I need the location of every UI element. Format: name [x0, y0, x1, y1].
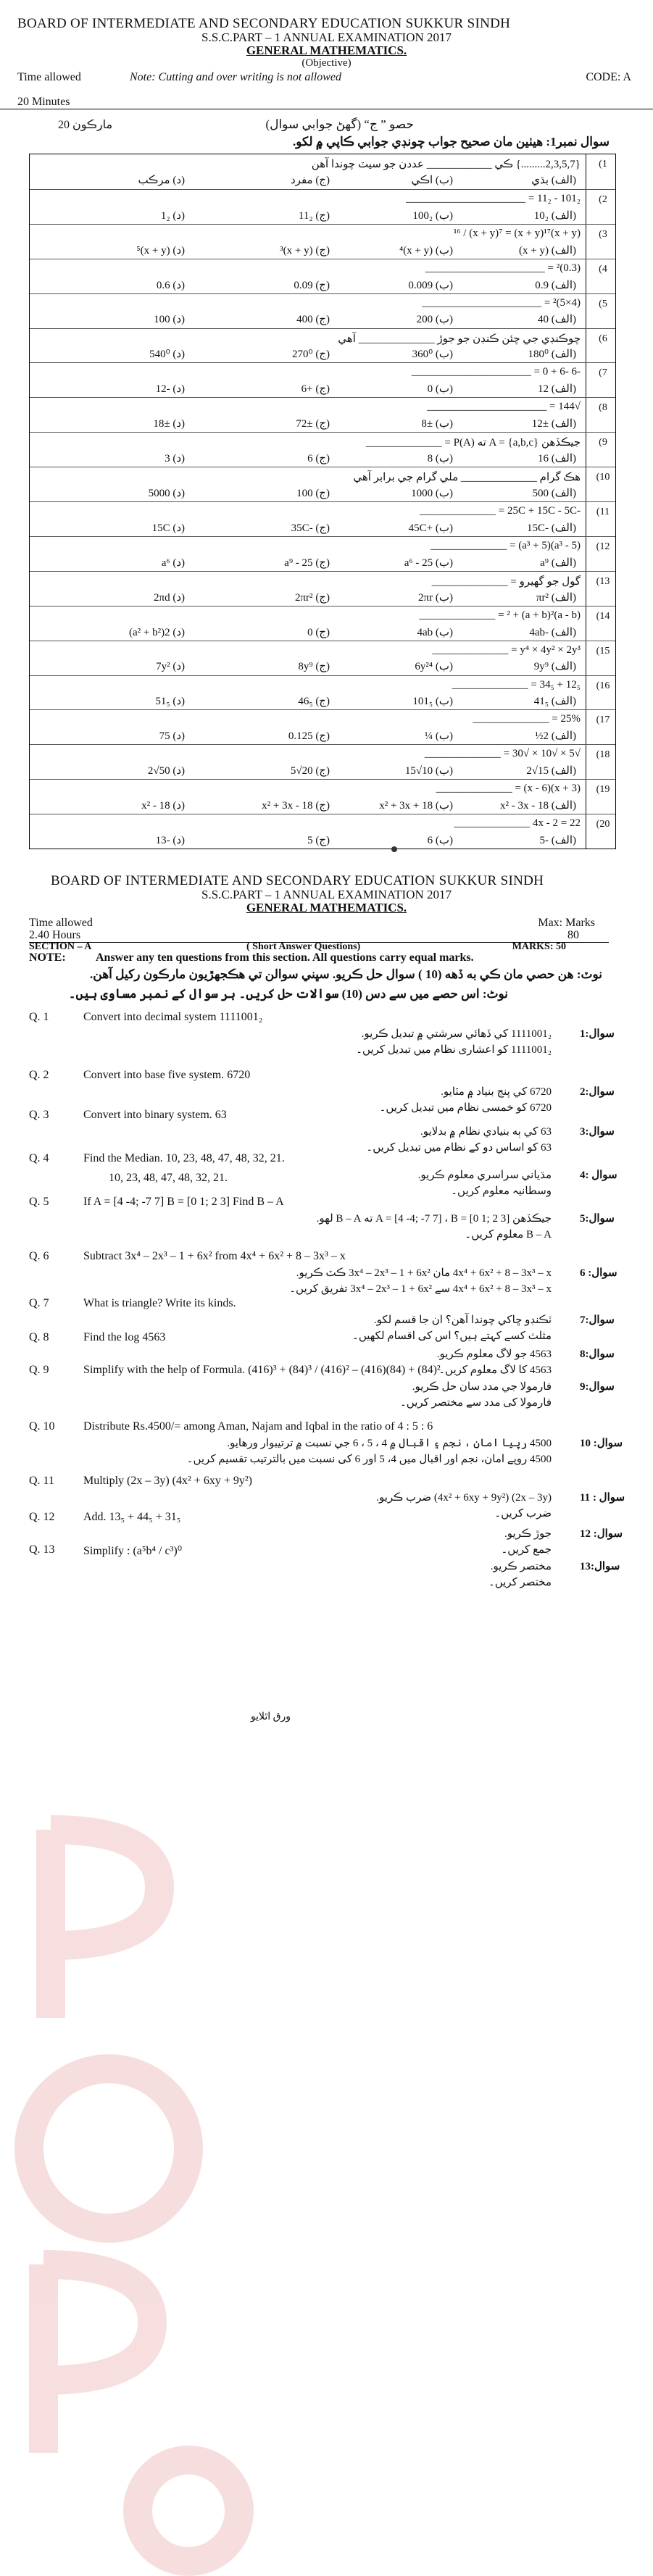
mcq-stem: 101₂ - 11₂ = ______________________: [406, 192, 581, 204]
question-label-sindhi: سوال: 10: [580, 1438, 623, 1449]
mcq-stem: 12₅ + 34₅ = ______________: [452, 678, 581, 691]
question-number: Q. 4: [29, 1152, 49, 1164]
exam-title: S.S.C.PART – 1 ANNUAL EXAMINATION 2017: [201, 30, 452, 44]
mcq-option[interactable]: (الف) 12: [537, 383, 576, 396]
page-dot: [391, 846, 397, 852]
question-label-sindhi: سوال :4: [580, 1170, 617, 1181]
mcq-option[interactable]: (الف) a⁹: [540, 557, 576, 569]
mcq-row: [30, 224, 615, 259]
mcq-number: (17: [596, 714, 610, 726]
instruction-text: سوال نمبر1: هيٺين مان صحيح جواب چونڊي جوابي ڪاپي ۾ لکو.: [293, 135, 610, 149]
question-label-sindhi: سوال:3: [580, 1126, 615, 1138]
mcq-row: [30, 362, 615, 398]
mcq-stem: (a - b)² + (a + b)² = ______________: [419, 609, 581, 621]
mcq-stem: -6 -6 + 0 = ______________________: [411, 366, 581, 378]
mcq-option[interactable]: (ج) 0: [307, 626, 330, 638]
subject-title-2: GENERAL MATHEMATICS.: [246, 901, 407, 914]
mcq-stem: 4x - 2 = 22 ______________: [454, 817, 581, 830]
mcq-option[interactable]: (ج) 11₂: [298, 209, 330, 222]
mcq-option[interactable]: (ج) 270⁰: [292, 349, 330, 361]
mcq-option[interactable]: (د) -12: [155, 383, 185, 396]
question-urdu: 4x⁴ + 6x² + 8 – 3x³ – x سے 3x⁴ – 2x³ – 1 + 6x² تفریق کریں۔: [289, 1283, 552, 1295]
mcq-option[interactable]: (ج) 46₅: [298, 696, 330, 708]
mcq-option[interactable]: (ب) 4ab: [417, 626, 453, 638]
question-text: 10, 23, 48, 47, 48, 32, 21.: [109, 1172, 228, 1184]
mcq-stem: {2,3,5,7.........} ڪي ____________ عددن جو سيٽ چوندا آهن: [311, 159, 581, 170]
question-urdu: وسطانیہ معلوم کریں۔: [451, 1185, 552, 1197]
question-text: If A = [4 -4; -7 7] B = [0 1; 2 3] Find B – A: [83, 1196, 284, 1208]
mcq-stem: (a³ - 5)(a³ + 5) = ______________: [431, 539, 581, 551]
mcq-option[interactable]: (الف) 41₅: [533, 696, 576, 708]
mcq-number: (1: [599, 159, 607, 170]
question-text: Distribute Rs.4500/= among Aman, Najam and Iqbal in the ratio of 4 : 5 : 6: [83, 1420, 433, 1433]
question-urdu: 6720 کو خمسی نظام میں تبدیل کریں۔: [379, 1102, 552, 1114]
mcq-option[interactable]: (ب) 100₂: [412, 209, 453, 222]
mcq-option[interactable]: (د) 100: [154, 314, 185, 326]
question-number: Q. 13: [29, 1543, 55, 1556]
mcq-number: (11: [596, 507, 610, 517]
mcq-number: (6: [599, 333, 607, 344]
question-sindhi: 6720 کي پنج بنياد ۾ مٽايو.: [441, 1086, 552, 1098]
board-title: BOARD OF INTERMEDIATE AND SECONDARY EDUCATION SUKKUR SINDH: [17, 16, 511, 31]
question-urdu: 4500 روپے امان، نجم اور اقبال میں 4، 5 اور 6 کی نسبت میں بالترتیب تقسیم کریں۔: [186, 1454, 552, 1465]
question-sindhi: 1111001₂ کي ڏهائي سرشتي ۾ تبديل ڪريو.: [361, 1028, 552, 1040]
question-text: Add. 13₅ + 44₅ + 31₅: [83, 1511, 181, 1523]
mcq-number: (12: [596, 541, 610, 552]
mcq-number: (5: [599, 298, 607, 309]
mcq-number: (10: [596, 472, 610, 483]
mcq-option[interactable]: (ب) (x + y)⁴: [399, 244, 453, 257]
mcq-number: (8: [599, 402, 607, 414]
mcq-row: [30, 744, 615, 780]
question-urdu: ضرب کریں۔: [494, 1508, 552, 1520]
question-text: Multiply (2x – 3y) (4x² + 6xy + 9y²): [83, 1475, 252, 1487]
question-sindhi: جوڙ ڪريو.: [504, 1528, 552, 1540]
mcq-stem: چوڪنڊي جي چئن ڪنڊن جو جوڙ ______________ آهي: [338, 333, 581, 345]
question-label-sindhi: سوال:8: [580, 1349, 615, 1360]
mcq-number: (3: [599, 228, 607, 240]
question-urdu: فارمولا کی مدد سے مختصر کریں۔: [400, 1397, 552, 1409]
question-urdu: 63 کو اساس دو کے نظام میں تبدیل کریں۔: [366, 1142, 552, 1154]
mcq-grid: [29, 154, 616, 849]
mcq-option[interactable]: (ج) 0.09: [294, 279, 330, 291]
mcq-option[interactable]: (ب) 360⁰: [412, 349, 453, 361]
question-text: Find the log 4563: [83, 1331, 166, 1343]
mcq-number: (9: [599, 437, 607, 449]
mcq-row: [30, 571, 615, 607]
mcq-option[interactable]: (د) 3: [165, 453, 185, 465]
question-number: Q. 11: [29, 1475, 54, 1487]
mcq-row: [30, 814, 615, 849]
mcq-row: [30, 709, 615, 745]
time-value-2: 2.40 Hours: [29, 929, 81, 941]
mcq-stem: y⁴ × 4y² × 2y³ = ______________: [432, 643, 581, 656]
mcq-option[interactable]: (ج) 8y⁹: [298, 661, 330, 673]
question-number: Q. 10: [29, 1420, 55, 1433]
mcq-option[interactable]: (الف) x² - 3x - 18: [499, 800, 576, 812]
question-text: Simplify : (a⁵b⁴ / c³)⁰: [83, 1545, 183, 1557]
question-label-sindhi: سوال:2: [580, 1086, 615, 1098]
mcq-row: [30, 641, 615, 676]
mcq-number: (4: [599, 263, 607, 275]
question-urdu: مثلث کسے کہتے ہیں؟ اس کی اقسام لکھیں۔: [352, 1330, 552, 1342]
mcq-row: [30, 189, 615, 225]
mcq-number: (7: [599, 367, 607, 379]
mcq-row: [30, 779, 615, 814]
mcq-option[interactable]: (ب) 1000: [411, 487, 453, 499]
mcq-number: (20: [596, 819, 610, 830]
question-number: Q. 8: [29, 1331, 49, 1343]
paper-code: CODE: A: [586, 71, 631, 83]
note-urdu: نوٹ: اس حصے میں سے دس (10) سوالات حل کریں۔ ہر سوال کے نمبر مساوی ہیں۔: [68, 987, 508, 1001]
mcq-stem: √144 = ______________________: [427, 401, 581, 413]
mcq-option[interactable]: (ب) ¼: [424, 730, 453, 743]
question-number: Q. 1: [29, 1011, 49, 1023]
question-sindhi: 4500 رپيا امان ، نجم ۽ اقبال ۾ 4 ، 5 ، 6 جي نسبت ۾ ترتيبوار ورهايو.: [227, 1438, 552, 1449]
mcq-number: (19: [596, 784, 610, 796]
note-label: NOTE:: [29, 951, 66, 964]
question-sindhi: ٽڪنڊو ڇاکي چوندا آهن؟ ان جا قسم لکو.: [373, 1314, 552, 1326]
mcq-number: (14: [596, 610, 610, 622]
question-number: Q. 9: [29, 1364, 49, 1376]
question-number: Q. 3: [29, 1109, 49, 1121]
mcq-row: [30, 154, 615, 189]
question-label-sindhi: سوال:5: [580, 1213, 615, 1225]
mcq-option[interactable]: (د) 75: [159, 730, 185, 743]
question-number: Q. 5: [29, 1196, 49, 1208]
mcq-option[interactable]: (ج) 400: [296, 314, 330, 326]
mcq-option[interactable]: (ج) 0.125: [288, 730, 330, 743]
mcq-option[interactable]: (د) 15C: [151, 522, 185, 534]
mcq-stem: -25C + 15C - 5C = ______________: [420, 505, 581, 517]
question-text: Subtract 3x⁴ – 2x³ – 1 + 6x² from 4x⁴ + 6x² + 8 – 3x³ – x: [83, 1250, 346, 1262]
mcq-option[interactable]: (د) x² - 18: [141, 800, 185, 812]
mcq-option[interactable]: (ب) ±8: [421, 418, 453, 430]
mcq-option[interactable]: (د) 5000: [148, 487, 185, 499]
mcq-stem: √5 × √10 × √30 = ______________: [424, 748, 581, 760]
mcq-option[interactable]: (الف) πr²: [536, 591, 576, 604]
mcq-option[interactable]: (ج) 6: [307, 453, 330, 465]
question-urdu: B – A معلوم کریں۔: [465, 1229, 552, 1241]
subjective-paper-page: [0, 859, 653, 1725]
mcq-option[interactable]: (الف) -4ab: [529, 626, 576, 638]
mcq-option[interactable]: (ب) 8: [427, 453, 453, 465]
mcq-row: [30, 293, 615, 329]
mcq-option[interactable]: (د) 50√2: [147, 765, 185, 778]
time-value: 20 Minutes: [17, 96, 70, 108]
mcq-option[interactable]: (ج) 5: [307, 834, 330, 846]
mcq-option[interactable]: (الف) -15C: [526, 522, 576, 534]
mcq-option[interactable]: (الف) 16: [537, 453, 576, 465]
mcq-option[interactable]: (الف) 0.9: [535, 279, 576, 291]
mcq-stem: 25% = ______________: [473, 713, 581, 725]
mcq-option[interactable]: (الف) 15√2: [526, 765, 576, 778]
question-text: Find the Median. 10, 23, 48, 47, 48, 32, 21.: [83, 1152, 285, 1164]
mcq-stem: هڪ گرام ______________ ملي گرام جي برابر آهي: [353, 472, 581, 484]
mcq-stem: (4×5)² = ______________________: [422, 296, 581, 309]
mcq-option[interactable]: (الف) 40: [537, 314, 576, 326]
mcq-row: [30, 536, 615, 572]
question-sindhi: 63 کي ٻه بنيادي نظام ۾ بدلايو.: [420, 1126, 552, 1138]
mcq-option[interactable]: (ب) 200: [416, 314, 453, 326]
mcq-option[interactable]: (د) 51₅: [155, 696, 185, 708]
mcq-number: (18: [596, 749, 610, 761]
mcq-stem: (0.3)² = ______________________: [425, 262, 581, 274]
question-label-sindhi: سوال:7: [580, 1314, 615, 1326]
mcq-number: (2: [599, 193, 607, 205]
mcq-option[interactable]: (ج) 2πr²: [294, 591, 330, 604]
time-allowed-label-2: Time allowed: [29, 917, 93, 929]
mcq-option[interactable]: (ج) a⁹ - 25: [284, 557, 330, 569]
question-sindhi: مختصر ڪريو.: [490, 1561, 552, 1572]
mcq-row: [30, 259, 615, 294]
max-marks-value: 80: [567, 929, 579, 941]
mcq-row: [30, 606, 615, 641]
question-text: Simplify with the help of Formula. (416)³ + (84)³ / (416)² – (416)(84) + (84)²: [83, 1364, 441, 1376]
mcq-number: (13: [596, 575, 610, 587]
question-number: Q. 2: [29, 1069, 49, 1081]
mcq-option[interactable]: (ب) 10√15: [404, 765, 453, 778]
board-title-2: BOARD OF INTERMEDIATE AND SECONDARY EDUCATION SUKKUR SINDH: [51, 873, 544, 888]
question-label-sindhi: سوال: 6: [580, 1267, 617, 1279]
question-sindhi: جيڪڏهن A = [4 -4; -7 7] ، B = [0 1; 2 3] ته B – A لهو.: [316, 1213, 552, 1225]
question-number: Q. 6: [29, 1250, 49, 1262]
mcq-option[interactable]: (ج) +6: [301, 383, 330, 396]
mcq-option[interactable]: (ب) x² + 3x + 18: [379, 800, 453, 812]
mcq-option[interactable]: (الف) ±12: [531, 418, 576, 430]
mcq-option[interactable]: (د) a⁶: [161, 557, 185, 569]
mcq-stem: (x + y)¹⁶ / (x + y)⁷ = (x + y)¹⁷: [453, 227, 581, 239]
mcq-option[interactable]: (ب) 0.009: [408, 279, 453, 291]
section-marks: مارڪون 20: [58, 119, 113, 131]
question-label-sindhi: سوال:1: [580, 1028, 615, 1040]
watermark-logo: [0, 1743, 377, 2576]
mcq-option[interactable]: (ب) a⁶ - 25: [404, 557, 453, 569]
question-text: Convert into binary system. 63: [83, 1109, 227, 1121]
section-marks-2: MARKS: 50: [512, 941, 566, 952]
mcq-option[interactable]: (د) -13: [155, 834, 185, 846]
mcq-option[interactable]: (د) 0.6: [156, 279, 185, 291]
note-sindhi: نوٽ: هن حصي مان ڪي به ڏهه (10 ) سوال حل ڪريو. سڀني سوالن تي هڪجهڙيون مارڪون رکيل آهن.: [90, 967, 602, 981]
mcq-option[interactable]: (الف) 2½: [535, 730, 576, 743]
mcq-option[interactable]: (د) مرڪب: [138, 174, 185, 186]
mcq-number: (16: [596, 680, 610, 691]
mcq-row: [30, 397, 615, 433]
mcq-option[interactable]: (د) 2(a² + b²): [128, 626, 185, 638]
mcq-option[interactable]: (ب) 6: [427, 834, 453, 846]
mcq-option[interactable]: (ج) 20√5: [290, 765, 330, 778]
mcq-option[interactable]: (د) ±18: [153, 418, 185, 430]
question-urdu: مختصر کریں۔: [488, 1577, 552, 1588]
mcq-option[interactable]: (د) (x + y)⁵: [136, 244, 185, 257]
question-text: Convert into decimal system 1111001₂: [83, 1011, 263, 1023]
mcq-row: [30, 501, 615, 537]
mcq-stem: جيڪڏهن A = {a,b,c} ته P(A) = ______________: [365, 437, 581, 449]
mcq-option[interactable]: (الف) -5: [539, 834, 576, 846]
mcq-option[interactable]: (ج) ±72: [296, 418, 330, 430]
mcq-option[interactable]: (الف) 9y⁹: [533, 661, 576, 673]
mcq-option[interactable]: (د) 2πd: [154, 591, 185, 604]
mcq-option[interactable]: (د) 7y²: [156, 661, 185, 673]
mcq-option[interactable]: (الف) 180⁰: [528, 349, 576, 361]
mcq-option[interactable]: (د) 1₂: [160, 209, 185, 222]
mcq-option[interactable]: (ج) -35C: [291, 522, 330, 534]
question-text: Convert into base five system. 6720: [83, 1069, 251, 1081]
note-text-2: Answer any ten questions from this section. All questions carry equal marks.: [96, 951, 474, 964]
mcq-row: [30, 328, 615, 364]
exam-title-2: S.S.C.PART – 1 ANNUAL EXAMINATION 2017: [201, 888, 452, 901]
question-urdu: 4563 کا لاگ معلوم کریں۔: [438, 1364, 552, 1376]
mcq-option[interactable]: (ب) 6y²⁴: [415, 661, 453, 673]
section-type: ( Short Answer Questions): [246, 941, 361, 952]
objective-paper-page: [0, 0, 653, 859]
subject-title: GENERAL MATHEMATICS.: [246, 43, 407, 57]
mcq-option[interactable]: (ب) +45C: [408, 522, 453, 534]
mcq-option[interactable]: (ج) 100: [296, 487, 330, 499]
question-sindhi: 4x⁴ + 6x² + 8 – 3x³ – x مان 3x⁴ – 2x³ – 1 + 6x² ڪٽ ڪريو.: [296, 1267, 552, 1279]
question-sindhi: (2x – 3y) (4x² + 6xy + 9y²) ضرب ڪريو.: [376, 1492, 552, 1504]
mcq-option[interactable]: (الف) 10₂: [533, 209, 576, 222]
note-text: Note: Cutting and over writing is not allowed: [130, 71, 341, 83]
question-text: What is triangle? Write its kinds.: [83, 1297, 236, 1309]
mcq-option[interactable]: (ج) مفرد: [290, 174, 330, 186]
mcq-number: (15: [596, 645, 610, 656]
turn-over-text: ورق اٿلايو: [250, 1712, 291, 1722]
question-label-sindhi: سوال:9: [580, 1381, 615, 1393]
max-marks-label: Max: Marks: [538, 917, 595, 929]
question-label-sindhi: سوال : 11: [580, 1492, 625, 1504]
question-urdu: 1111001₂ کو اعشاری نظام میں تبدیل کریں۔: [356, 1044, 552, 1056]
paper-type: (Objective): [301, 57, 352, 69]
mcq-option[interactable]: (الف) (x + y): [519, 244, 576, 257]
question-sindhi: 4563 جو لاگ معلوم ڪريو.: [436, 1349, 552, 1360]
mcq-option[interactable]: (ب) اڪي: [411, 174, 453, 186]
mcq-option[interactable]: (ب) 0: [427, 383, 453, 396]
mcq-row: [30, 467, 615, 502]
mcq-option[interactable]: (الف) بڌي: [531, 174, 576, 186]
mcq-option[interactable]: (ب) 101₅: [412, 696, 453, 708]
mcq-option[interactable]: (ب) 2πr: [418, 591, 453, 604]
time-allowed-label: Time allowed: [17, 71, 81, 83]
question-urdu: جمع کریں۔: [501, 1544, 552, 1556]
mcq-row: [30, 432, 615, 467]
question-number: Q. 12: [29, 1511, 55, 1523]
mcq-stem: گول جو گهيرو = ______________: [431, 575, 581, 588]
question-sindhi: فارمولا جي مدد سان حل ڪريو.: [412, 1381, 552, 1393]
mcq-option[interactable]: (الف) 500: [532, 487, 576, 499]
question-label-sindhi: سوال:13: [580, 1561, 620, 1572]
mcq-option[interactable]: (ج) x² + 3x - 18: [262, 800, 330, 812]
question-label-sindhi: سوال: 12: [580, 1528, 623, 1540]
question-number: Q. 7: [29, 1297, 49, 1309]
question-sindhi: مڌياني سراسري معلوم ڪريو.: [417, 1170, 552, 1181]
mcq-option[interactable]: (ج) (x + y)³: [280, 244, 330, 257]
mcq-stem: (x + 3)(x - 6) = ______________: [436, 783, 581, 795]
section-title: حصو ” ج“ (گهڻ جوابي سوال): [265, 117, 414, 131]
mcq-row: [30, 675, 615, 711]
mcq-option[interactable]: (د) 540⁰: [149, 349, 185, 361]
section-label: SECTION – A: [29, 941, 92, 952]
